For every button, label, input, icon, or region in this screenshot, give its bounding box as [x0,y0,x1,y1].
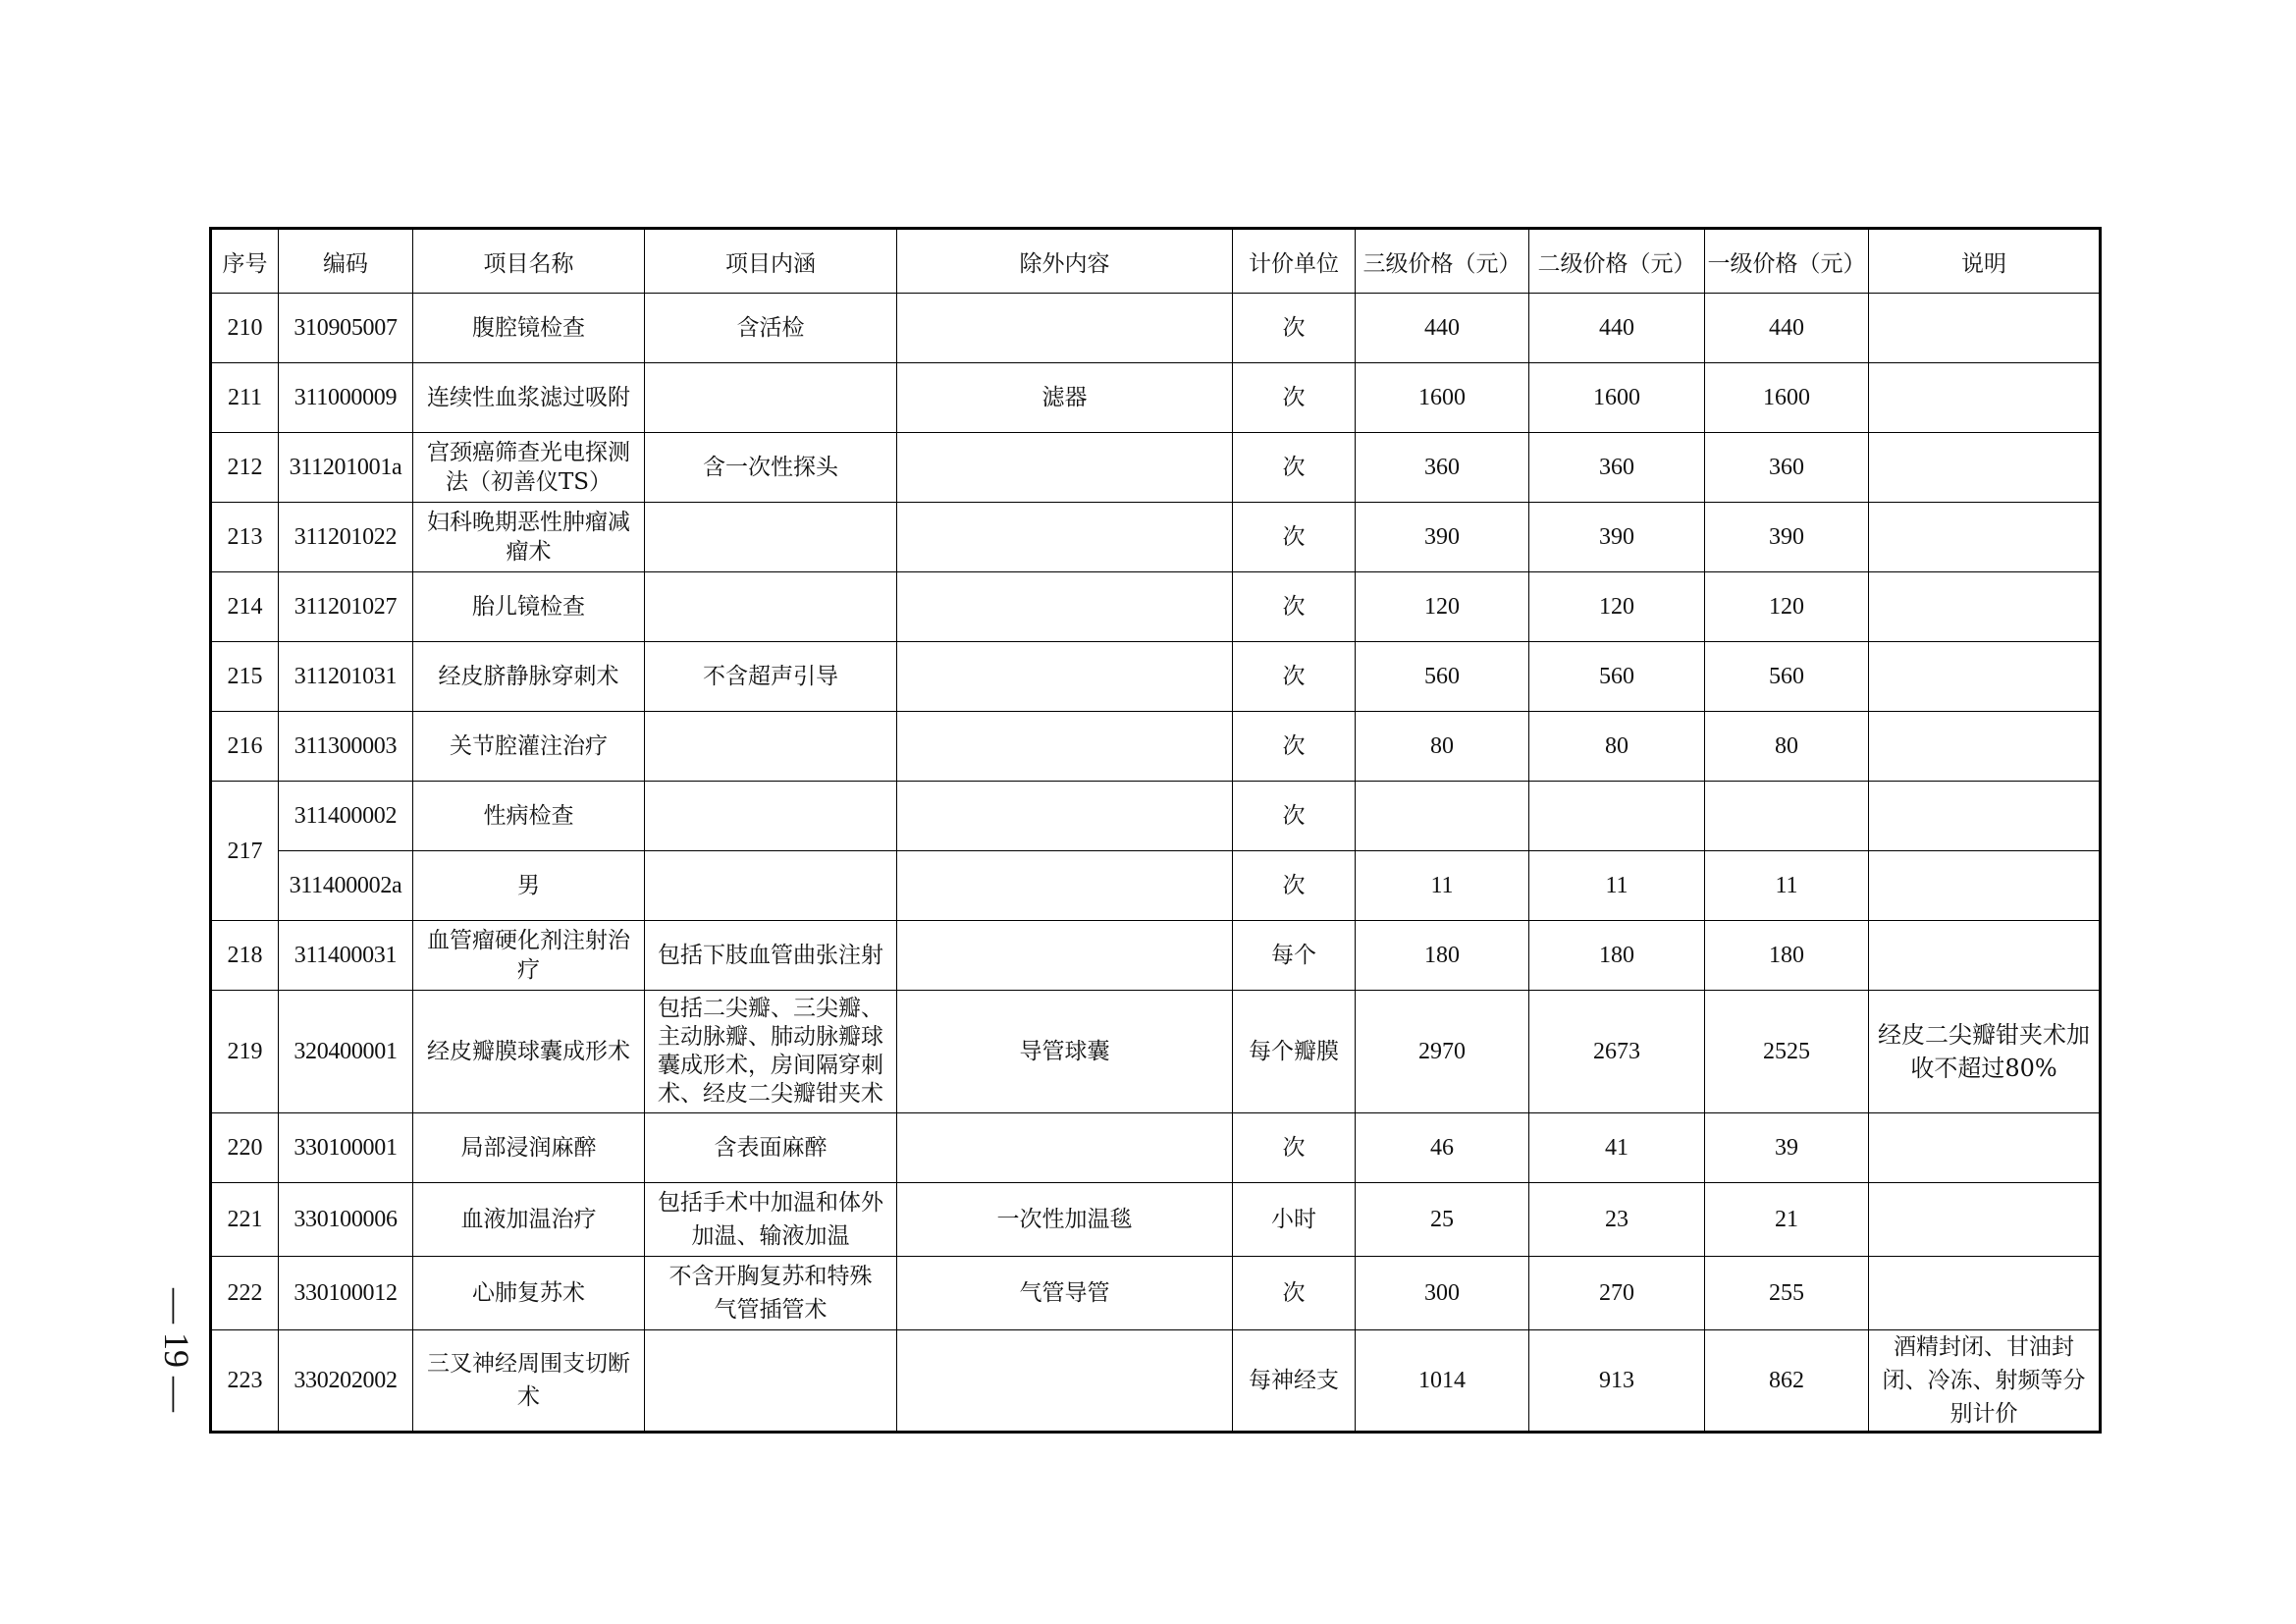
cell-price-level1: 39 [1705,1113,1869,1183]
cell-price-level2: 270 [1529,1257,1705,1330]
cell-seq: 215 [211,642,279,712]
cell-seq: 211 [211,363,279,433]
cell-note [1869,921,2101,991]
cell-unit: 次 [1233,642,1356,712]
cell-price-level2: 120 [1529,572,1705,642]
cell-code: 311201027 [279,572,413,642]
cell-seq: 213 [211,503,279,572]
table-row [211,1257,2101,1330]
table-row [211,1113,2101,1183]
cell-item-content: 包括下肢血管曲张注射 [645,921,897,991]
cell-price-level1: 21 [1705,1183,1869,1257]
cell-code: 330202002 [279,1330,413,1433]
cell-item-content [645,363,897,433]
cell-seq: 222 [211,1257,279,1330]
cell-excluded [897,642,1233,712]
cell-price-level2: 913 [1529,1330,1705,1433]
cell-price-level3: 1014 [1356,1330,1529,1433]
table-row [211,851,2101,921]
cell-price-level2: 1600 [1529,363,1705,433]
cell-seq: 214 [211,572,279,642]
header-excluded: 除外内容 [897,229,1233,294]
page-number-text: — 19 — [157,1288,196,1412]
cell-excluded [897,782,1233,851]
header-code: 编码 [279,229,413,294]
cell-excluded: 一次性加温毯 [897,1183,1233,1257]
cell-price-level2: 560 [1529,642,1705,712]
cell-unit: 次 [1233,433,1356,503]
cell-excluded: 滤器 [897,363,1233,433]
cell-unit: 每个 [1233,921,1356,991]
cell-price-level3: 46 [1356,1113,1529,1183]
cell-item-name: 性病检查 [413,782,645,851]
cell-excluded [897,433,1233,503]
cell-price-level2: 360 [1529,433,1705,503]
cell-price-level2: 80 [1529,712,1705,782]
cell-item-name: 心肺复苏术 [413,1257,645,1330]
table-row [211,294,2101,363]
cell-item-name: 局部浸润麻醉 [413,1113,645,1183]
table-row [211,363,2101,433]
table-row [211,921,2101,991]
cell-item-content: 含活检 [645,294,897,363]
cell-price-level3: 120 [1356,572,1529,642]
cell-seq: 217 [211,782,279,921]
cell-excluded [897,1113,1233,1183]
cell-price-level2: 2673 [1529,991,1705,1113]
cell-item-name: 关节腔灌注治疗 [413,712,645,782]
cell-excluded: 气管导管 [897,1257,1233,1330]
cell-price-level1: 80 [1705,712,1869,782]
cell-price-level3: 2970 [1356,991,1529,1113]
cell-item-content: 不含开胸复苏和特殊 气管插管术 [645,1257,897,1330]
cell-unit: 次 [1233,572,1356,642]
cell-item-name: 经皮瓣膜球囊成形术 [413,991,645,1113]
table-row [211,572,2101,642]
cell-price-level3: 560 [1356,642,1529,712]
header-note: 说明 [1869,229,2101,294]
cell-unit: 次 [1233,503,1356,572]
cell-code: 311201001a [279,433,413,503]
cell-price-level2: 180 [1529,921,1705,991]
cell-price-level2 [1529,782,1705,851]
cell-unit: 次 [1233,363,1356,433]
table-row [211,991,2101,1113]
header-price-level2: 二级价格（元） [1529,229,1705,294]
cell-item-content: 含一次性探头 [645,433,897,503]
cell-item-content: 包括手术中加温和体外加温、输液加温 [645,1183,897,1257]
cell-price-level1: 560 [1705,642,1869,712]
table-row [211,712,2101,782]
cell-code: 311201022 [279,503,413,572]
header-price-level1: 一级价格（元） [1705,229,1869,294]
table-row [211,433,2101,503]
cell-note [1869,712,2101,782]
cell-unit: 次 [1233,1257,1356,1330]
cell-note [1869,1113,2101,1183]
cell-excluded [897,921,1233,991]
header-item-content: 项目内涵 [645,229,897,294]
cell-price-level3: 25 [1356,1183,1529,1257]
cell-price-level1: 120 [1705,572,1869,642]
cell-price-level2: 390 [1529,503,1705,572]
cell-note [1869,642,2101,712]
cell-code: 311300003 [279,712,413,782]
cell-item-name: 宫颈癌筛查光电探测法（初善仪TS） [413,433,645,503]
page-number [147,1267,206,1434]
cell-price-level1: 2525 [1705,991,1869,1113]
cell-price-level1: 11 [1705,851,1869,921]
table-row [211,642,2101,712]
table-row [211,1183,2101,1257]
cell-code: 330100001 [279,1113,413,1183]
cell-item-content [645,782,897,851]
cell-note [1869,851,2101,921]
cell-item-name: 血管瘤硬化剂注射治疗 [413,921,645,991]
cell-price-level3 [1356,782,1529,851]
cell-note: 酒精封闭、甘油封闭、冷冻、射频等分别计价 [1869,1330,2101,1433]
cell-seq: 212 [211,433,279,503]
cell-seq: 216 [211,712,279,782]
cell-excluded [897,1330,1233,1433]
cell-price-level3: 1600 [1356,363,1529,433]
cell-code: 330100006 [279,1183,413,1257]
cell-unit: 小时 [1233,1183,1356,1257]
cell-code: 311400002a [279,851,413,921]
cell-price-level3: 11 [1356,851,1529,921]
cell-price-level2: 23 [1529,1183,1705,1257]
cell-unit: 每神经支 [1233,1330,1356,1433]
cell-unit: 次 [1233,712,1356,782]
header-item-name: 项目名称 [413,229,645,294]
cell-item-content [645,712,897,782]
cell-price-level3: 80 [1356,712,1529,782]
cell-note [1869,782,2101,851]
cell-code: 310905007 [279,294,413,363]
cell-price-level1: 360 [1705,433,1869,503]
cell-seq: 223 [211,1330,279,1433]
cell-note [1869,503,2101,572]
cell-note: 经皮二尖瓣钳夹术加收不超过80% [1869,991,2101,1113]
cell-price-level3: 440 [1356,294,1529,363]
header-unit: 计价单位 [1233,229,1356,294]
header-price-level3: 三级价格（元） [1356,229,1529,294]
cell-price-level2: 41 [1529,1113,1705,1183]
cell-note [1869,1257,2101,1330]
cell-item-name: 连续性血浆滤过吸附 [413,363,645,433]
cell-seq: 220 [211,1113,279,1183]
cell-price-level3: 390 [1356,503,1529,572]
cell-price-level1: 862 [1705,1330,1869,1433]
cell-code: 311400031 [279,921,413,991]
cell-excluded [897,294,1233,363]
table-header-row [211,229,2101,294]
table-row [211,1330,2101,1433]
cell-unit: 次 [1233,851,1356,921]
table-row [211,503,2101,572]
cell-code: 311400002 [279,782,413,851]
cell-note [1869,363,2101,433]
cell-note [1869,433,2101,503]
cell-excluded [897,851,1233,921]
table-row [211,782,2101,851]
cell-code: 330100012 [279,1257,413,1330]
cell-item-content: 包括二尖瓣、三尖瓣、主动脉瓣、肺动脉瓣球囊成形术，房间隔穿刺术、经皮二尖瓣钳夹术 [645,991,897,1113]
cell-code: 311201031 [279,642,413,712]
cell-item-content [645,572,897,642]
cell-code: 311000009 [279,363,413,433]
cell-unit: 次 [1233,294,1356,363]
cell-note [1869,572,2101,642]
cell-price-level2: 440 [1529,294,1705,363]
cell-price-level3: 360 [1356,433,1529,503]
cell-price-level1 [1705,782,1869,851]
price-table [209,227,2102,1434]
cell-item-name: 血液加温治疗 [413,1183,645,1257]
cell-price-level3: 300 [1356,1257,1529,1330]
cell-item-name: 三叉神经周围支切断术 [413,1330,645,1433]
cell-seq: 219 [211,991,279,1113]
cell-item-content [645,851,897,921]
cell-unit: 次 [1233,782,1356,851]
cell-item-content [645,503,897,572]
cell-price-level1: 1600 [1705,363,1869,433]
cell-excluded [897,503,1233,572]
cell-item-content: 不含超声引导 [645,642,897,712]
cell-unit: 次 [1233,1113,1356,1183]
cell-excluded [897,712,1233,782]
cell-excluded [897,572,1233,642]
cell-item-name: 经皮脐静脉穿刺术 [413,642,645,712]
cell-excluded: 导管球囊 [897,991,1233,1113]
cell-item-name: 腹腔镜检查 [413,294,645,363]
cell-price-level1: 440 [1705,294,1869,363]
cell-item-name: 男 [413,851,645,921]
cell-price-level3: 180 [1356,921,1529,991]
cell-price-level1: 255 [1705,1257,1869,1330]
header-seq: 序号 [211,229,279,294]
cell-seq: 210 [211,294,279,363]
cell-price-level1: 390 [1705,503,1869,572]
cell-seq: 218 [211,921,279,991]
cell-code: 320400001 [279,991,413,1113]
cell-unit: 每个瓣膜 [1233,991,1356,1113]
cell-item-content: 含表面麻醉 [645,1113,897,1183]
cell-seq: 221 [211,1183,279,1257]
cell-item-name: 胎儿镜检查 [413,572,645,642]
cell-item-content [645,1330,897,1433]
cell-note [1869,294,2101,363]
cell-price-level2: 11 [1529,851,1705,921]
cell-price-level1: 180 [1705,921,1869,991]
cell-note [1869,1183,2101,1257]
cell-item-name: 妇科晚期恶性肿瘤减瘤术 [413,503,645,572]
